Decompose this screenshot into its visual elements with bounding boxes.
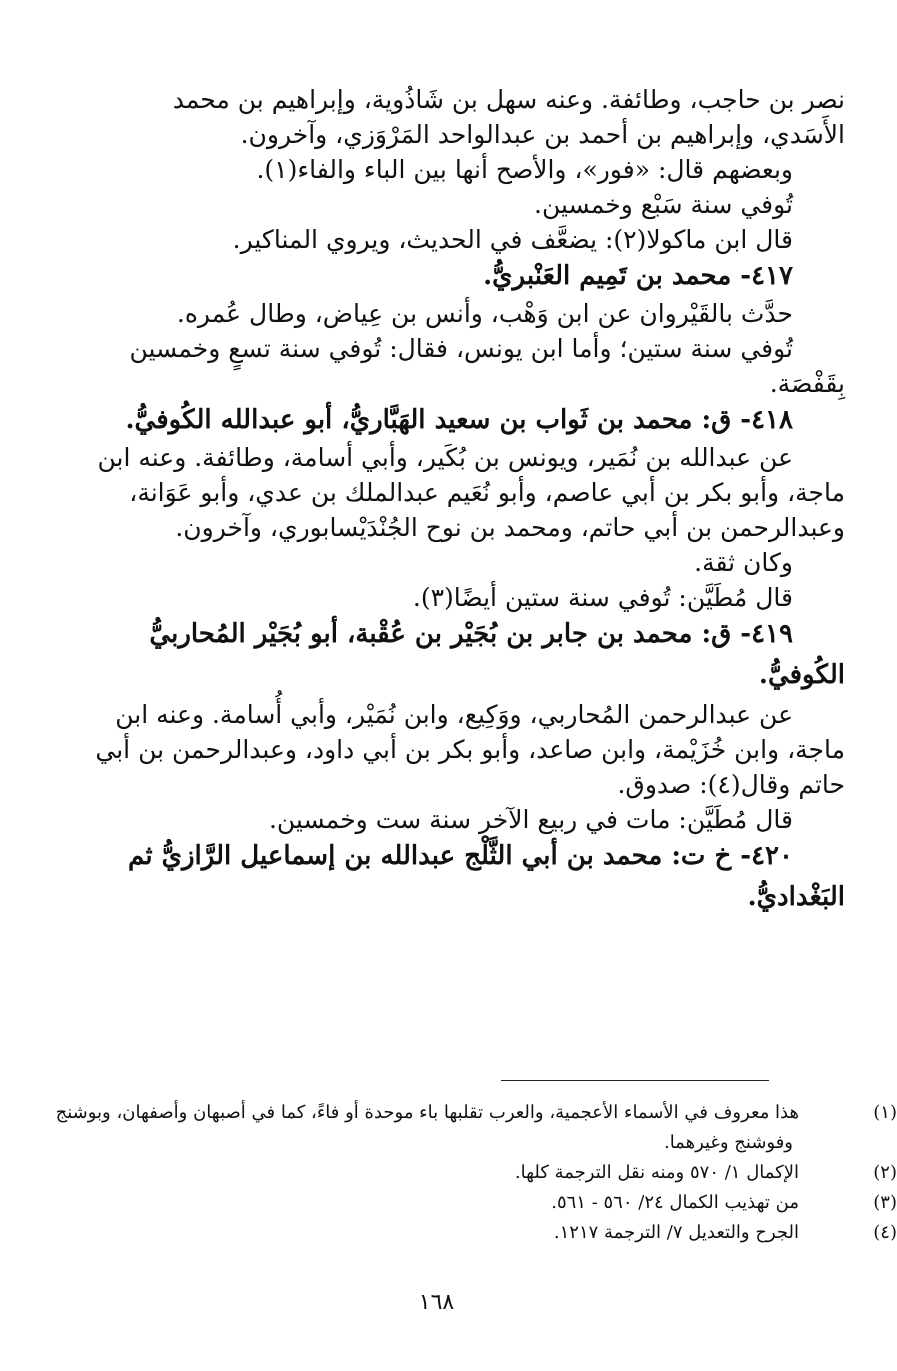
footnote-number: (٣) (873, 1192, 897, 1213)
text-line: تُوفي سنة سَبْع وخمسين. (534, 190, 793, 219)
text-line: عن عبدالله بن نُمَير، ويونس بن بُكَير، وأبي أسامة، وطائفة. وعنه ابن (97, 443, 793, 472)
page-number: ١٦٨ (418, 1290, 455, 1315)
footnote-number: (٢) (873, 1162, 897, 1183)
text-line: نصر بن حاجب، وطائفة. وعنه سهل بن شَاذُوية، وإبراهيم بن محمد (172, 85, 845, 114)
entry-heading-419: ٤١٩- ق: محمد بن جابر بن بُجَيْر بن عُقْبة، أبو بُجَيْر المُحاربيُّ (149, 619, 793, 649)
text-line: قال ابن ماكولا(٢): يضعَّف في الحديث، ويروي المناكير. (232, 225, 793, 254)
text-line: عن عبدالرحمن المُحاربي، ووَكِيع، وابن نُمَيْر، وأبي أُسامة. وعنه ابن (115, 700, 793, 729)
footnote-3 (28, 1188, 897, 1218)
footnote-text: من تهذيب الكمال ٢٤/ ٥٦٠ - ٥٦١. (551, 1192, 799, 1213)
footnote-text: الجرح والتعديل ٧/ الترجمة ١٢١٧. (553, 1222, 799, 1243)
entry-heading-417: ٤١٧- محمد بن تَمِيم العَنْبريُّ. (483, 261, 793, 291)
footnote-text: هذا معروف في الأسماء الأعجمية، والعرب تقلبها باء موحدة أو فاءً، كما في أصبهان وأصفهان، وبوشنج وفوشنج وغيرهما. (55, 1102, 799, 1153)
footnote-separator (501, 1080, 769, 1081)
entry-heading-419-cont: الكُوفيُّ. (758, 660, 845, 690)
footnote-4 (28, 1218, 897, 1248)
entry-heading-420: ٤٢٠- خ ت: محمد بن أبي الثَّلْج عبدالله بن إسماعيل الرَّازيُّ ثم (128, 841, 793, 871)
footnote-text: الإكمال ١/ ٥٧٠ ومنه نقل الترجمة كلها. (514, 1162, 799, 1183)
text-line: بِقَفْصَة. (769, 369, 845, 398)
footnote-number: (٤) (873, 1222, 897, 1243)
text-line: وعبدالرحمن بن أبي حاتم، ومحمد بن نوح الجُنْدَيْسابوري، وآخرون. (175, 513, 845, 542)
footnote-number: (١) (873, 1102, 897, 1123)
text-line: وكان ثقة. (694, 548, 793, 577)
text-line: وبعضهم قال: «فور»، والأصح أنها بين الباء والفاء(١). (256, 155, 793, 184)
text-line: قال مُطَيَّن: مات في ربيع الآخر سنة ست وخمسين. (268, 805, 793, 834)
text-line: الأَسَدي، وإبراهيم بن أحمد بن عبدالواحد المَرْوَزي، وآخرون. (240, 120, 845, 149)
text-line: حدَّث بالقَيْروان عن ابن وَهْب، وأنس بن عِياض، وطال عُمره. (176, 299, 793, 328)
entry-heading-418: ٤١٨- ق: محمد بن ثَواب بن سعيد الهَبَّاريُّ، أبو عبدالله الكُوفيُّ. (125, 405, 793, 435)
text-line: ماجة، وأبو بكر بن أبي عاصم، وأبو نُعَيم عبدالملك بن عدي، وأبو عَوَانة، (129, 478, 845, 507)
text-line: حاتم وقال(٤): صدوق. (617, 770, 845, 799)
footnote-1 (28, 1098, 897, 1158)
text-line: ماجة، وابن خُزَيْمة، وابن صاعد، وأبو بكر بن أبي داود، وعبدالرحمن بن أبي (95, 735, 845, 764)
footnote-2 (28, 1158, 897, 1188)
main-text (28, 82, 845, 919)
text-line: قال مُطَيَّن: تُوفي سنة ستين أيضًا(٣). (412, 583, 793, 612)
text-line: تُوفي سنة ستين؛ وأما ابن يونس، فقال: تُوفي سنة تسعٍ وخمسين (129, 334, 793, 363)
footnotes (28, 1098, 897, 1248)
entry-heading-420-cont: البَغْداديُّ. (747, 882, 845, 912)
